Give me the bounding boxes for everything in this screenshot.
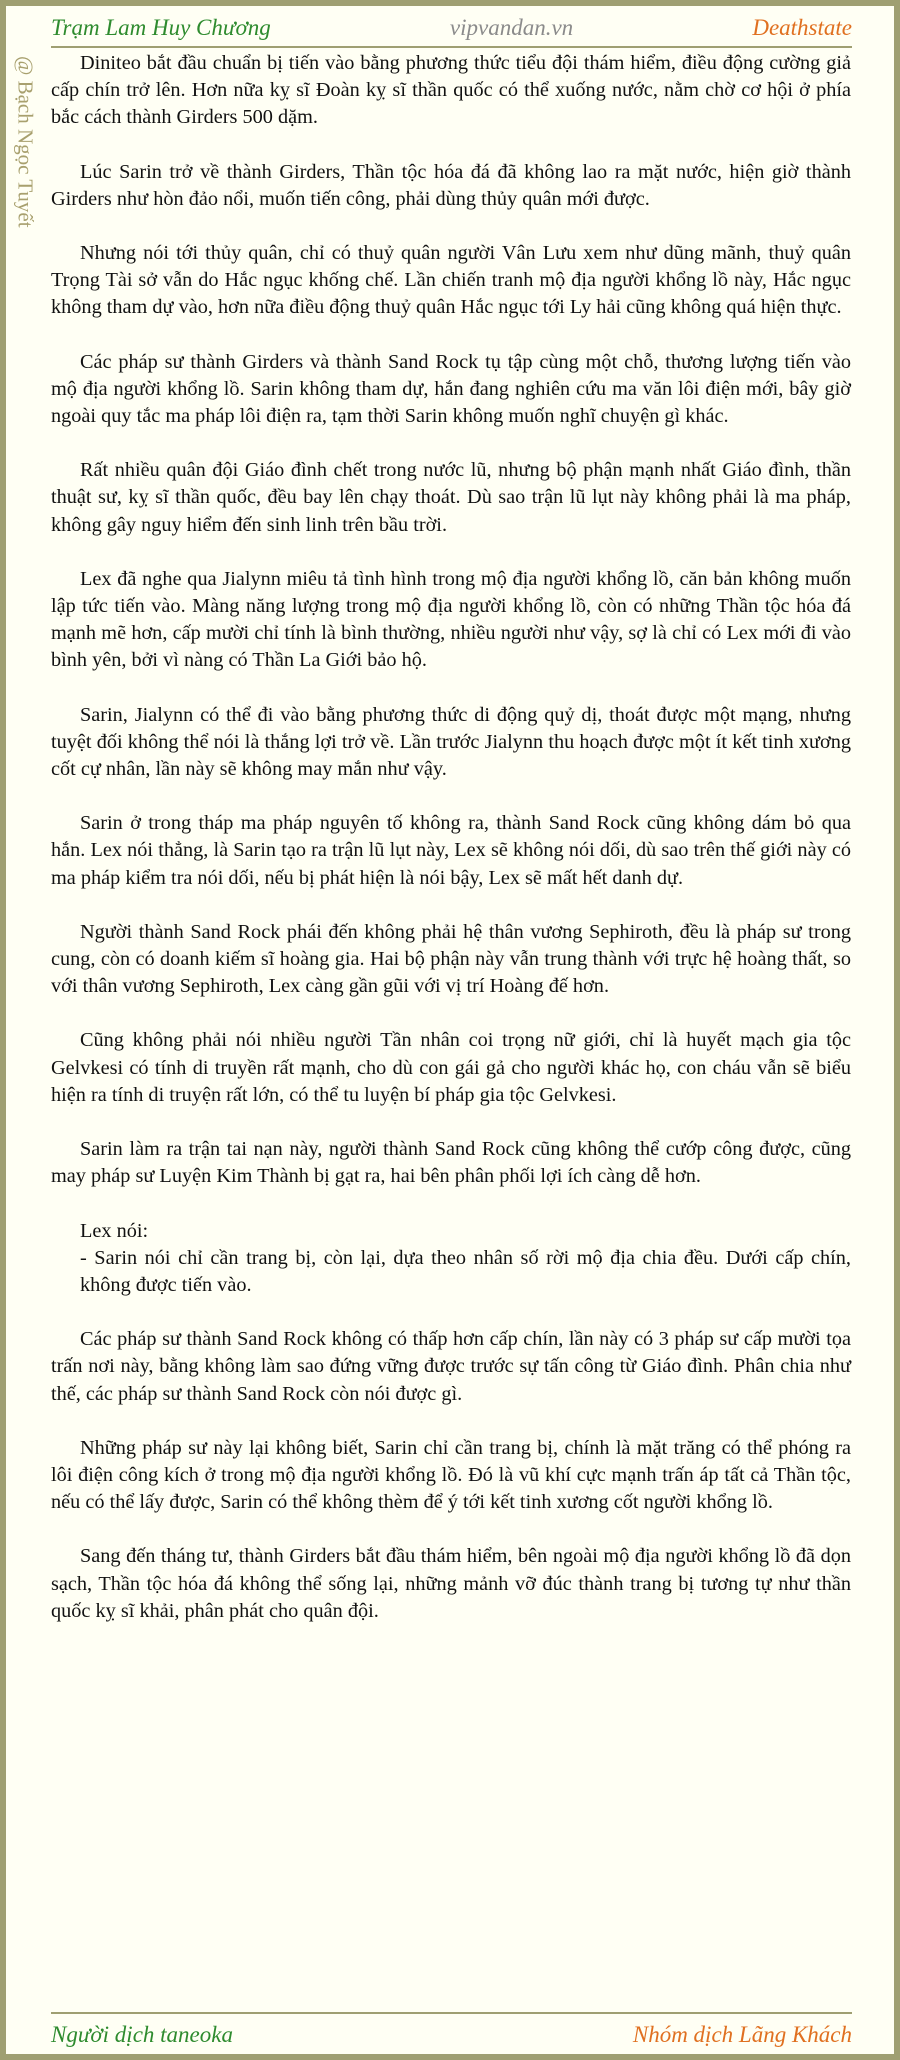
paragraph: Sarin làm ra trận tai nạn này, người thành Sand Rock cũng không thể cướp công được, cũng may pháp sư Luyện Kim Thành bị gạt ra, hai bên phân phối lợi ích càng dễ hơn.	[51, 1138, 851, 1188]
paragraph: Lúc Sarin trở về thành Girders, Thần tộc hóa đá đã không lao ra mặt nước, hiện giờ thành Girders như hòn đảo nổi, muốn tiến công, phải dùng thủy quân mới được.	[51, 160, 851, 210]
side-credit-text: @ Bạch Ngọc Tuyết	[13, 56, 38, 228]
header-divider	[51, 46, 852, 48]
paragraph: Sarin ở trong tháp ma pháp nguyên tố không ra, thành Sand Rock cũng không dám bỏ qua hắn. Lex nói thẳng, là Sarin tạo ra trận lũ lụt này, Lex sẽ không nói dối, dù sao trên thế giới này có ma pháp kiểm tra nói dối, nếu bị phát hiện là nói bậy, Lex sẽ mất hết danh dự.	[51, 812, 851, 889]
paragraph: Rất nhiều quân đội Giáo đình chết trong nước lũ, nhưng bộ phận mạnh nhất Giáo đình, thần thuật sư, kỵ sĩ thần quốc, đều bay lên chạy thoát. Dù sao trận lũ lụt này không phải là ma pháp, không gây nguy hiểm đến sinh linh trên bầu trời.	[51, 459, 851, 536]
paragraph: Các pháp sư thành Sand Rock không có thấp hơn cấp chín, lần này có 3 pháp sư cấp mười tọa trấn nơi này, bằng không làm sao đứng vững được trước sự tấn công từ Giáo đình. Phân chia như thế, các pháp sư thành Sand Rock còn nói được gì.	[51, 1328, 851, 1405]
footer-translator: Người dịch taneoka	[51, 2022, 233, 2047]
paragraph: Sarin, Jialynn có thể đi vào bằng phương thức di động quỷ dị, thoát được một mạng, nhưng tuyệt đối không thể nói là thắng lợi trở về. Lần trước Jialynn thu hoạch được một ít kết tinh xương cốt cự nhân, lần này sẽ không may mắn như vậy.	[51, 703, 851, 781]
page-header	[51, 10, 852, 46]
paragraph: Nhưng nói tới thủy quân, chỉ có thuỷ quân người Vân Lưu xem như dũng mãnh, thuỷ quân Trọng Tài sở vẫn do Hắc ngục khống chế. Lần chiến tranh mộ địa người khổng lồ này, Hắc ngục không tham dự vào, hơn nữa điều động thuỷ quân Hắc ngục tới Ly hải cũng không quá hiện thực.	[51, 242, 851, 319]
paragraph: Lex đã nghe qua Jialynn miêu tả tình hình trong mộ địa người khổng lồ, căn bản không muốn lập tức tiến vào. Màng năng lượng trong mộ địa người khổng lồ, còn có những Thần tộc hóa đá mạnh mẽ hơn, cấp mười chỉ tính là bình thường, nhiều người như vậy, sợ là chỉ có Lex mới đi vào bình yên, bởi vì nàng có Thần La Giới bảo hộ.	[51, 567, 851, 672]
chapter-body	[51, 50, 851, 1652]
paragraph: Người thành Sand Rock phái đến không phải hệ thân vương Sephiroth, đều là pháp sư trong cung, còn có doanh kiếm sĩ hoàng gia. Hai bộ phận này vẫn trung thành với trực hệ hoàng thất, so với thân vương Sephiroth, Lex càng gần gũi với vị trí Hoàng đế hơn.	[51, 920, 851, 998]
dialogue-line: - Sarin nói chỉ cần trang bị, còn lại, dựa theo nhân số rời mộ địa chia đều. Dưới cấp chín, không được tiến vào.	[80, 1246, 851, 1296]
side-credit	[10, 56, 40, 396]
header-author: Deathstate	[752, 15, 852, 40]
paragraph: Diniteo bắt đầu chuẩn bị tiến vào bằng phương thức tiểu đội thám hiểm, điều động cường giả cấp chín trở lên. Hơn nữa kỵ sĩ Đoàn kỵ sĩ thần quốc có thể xuống nước, nằm chờ cơ hội ở phía bắc cách thành Girders 500 dặm.	[51, 52, 851, 129]
paragraph: Các pháp sư thành Girders và thành Sand Rock tụ tập cùng một chỗ, thương lượng tiến vào mộ địa người khổng lồ. Sarin không tham dự, hắn đang nghiên cứu ma văn lôi điện mới, bây giờ ngoài quy tắc ma pháp lôi điện ra, tạm thời Sarin không muốn nghĩ chuyện gì khác.	[51, 350, 851, 428]
dialogue-speaker: Lex nói:	[80, 1219, 149, 1242]
header-site-name: vipvandan.vn	[449, 15, 574, 40]
footer-group: Nhóm dịch Lãng Khách	[632, 2022, 852, 2047]
paragraph: Cũng không phải nói nhiều người Tần nhân coi trọng nữ giới, chỉ là huyết mạch gia tộc Gelvkesi có tính di truyền rất mạnh, cho dù con gái gả cho người khác họ, con cháu vẫn sẽ biểu hiện ra tính di truyện rất lớn, có thể tu luyện bí pháp gia tộc Gelvkesi.	[51, 1029, 851, 1106]
footer-divider	[51, 2012, 852, 2014]
paragraph: Sang đến tháng tư, thành Girders bắt đầu thám hiểm, bên ngoài mộ địa người khổng lồ đã dọn sạch, Thần tộc hóa đá không thể sống lại, những mảnh vỡ đúc thành trang bị tương tự như thần quốc kỵ sĩ khải, phân phát cho quân đội.	[51, 1545, 851, 1622]
header-book-title: Trạm Lam Huy Chương	[51, 15, 271, 40]
paragraph: Những pháp sư này lại không biết, Sarin chỉ cần trang bị, chính là mặt trăng có thể phóng ra lôi điện công kích ở trong mộ địa người khổng lồ. Đó là vũ khí cực mạnh trấn áp tất cả Thần tộc, nếu có thể lấy được, Sarin có thể không thèm để ý tới kết tinh xương cốt người khổng lồ.	[51, 1436, 851, 1514]
page-footer	[51, 2018, 852, 2052]
